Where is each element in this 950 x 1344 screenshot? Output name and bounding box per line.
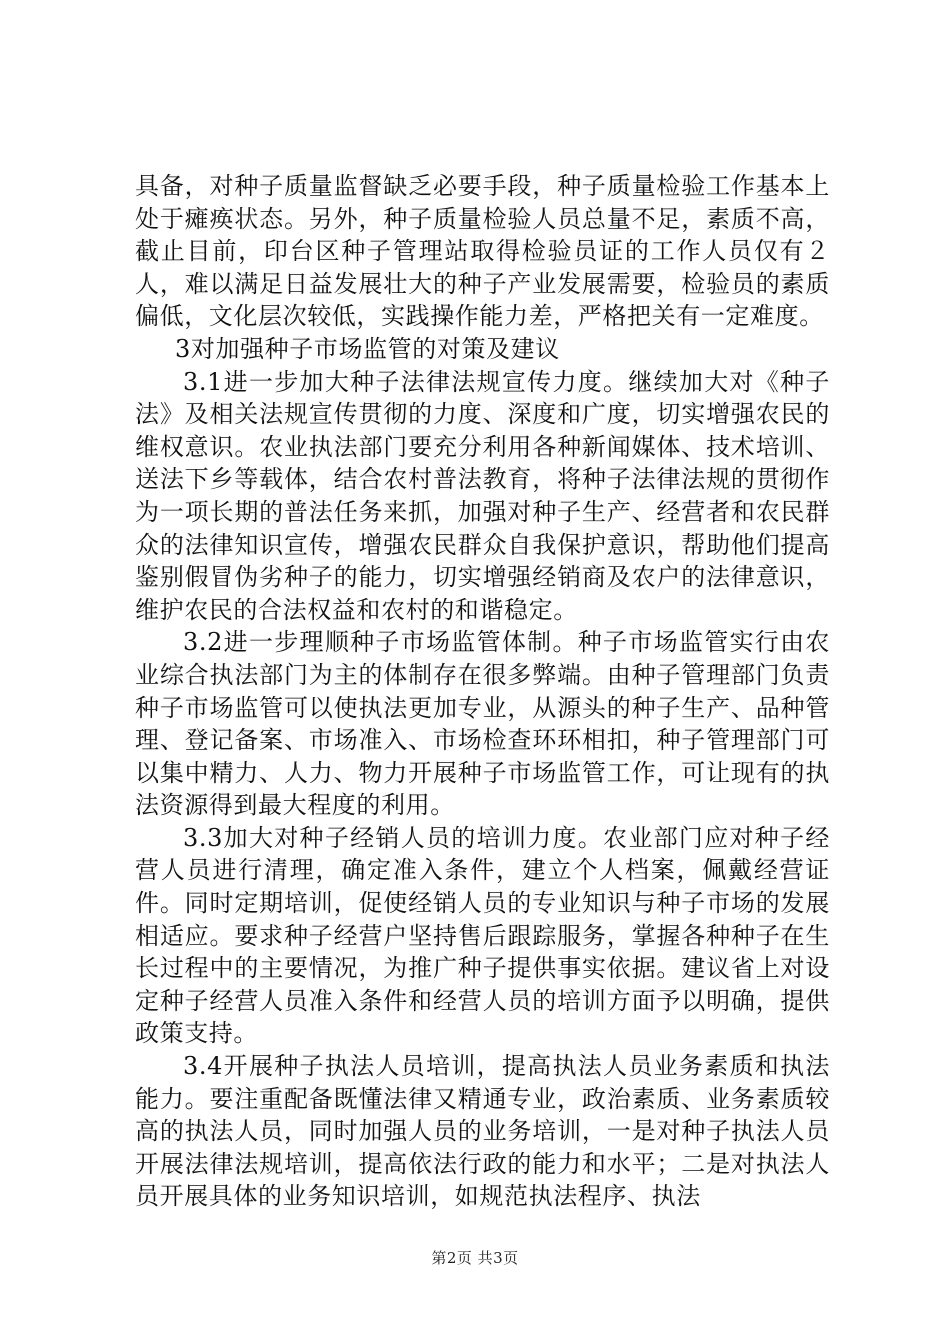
document-body: [135, 170, 830, 1213]
paragraph-3-1: 3.1进一步加大种子法律法规宣传力度。继续加大对《种子法》及相关法规宣传贯彻的力度、深度和广度，切实增强农民的维权意识。农业执法部门要充分利用各种新闻媒体、技术培训、送法下乡等载体，结合农村普法教育，将种子法律法规的贯彻作为一项长期的普法任务来抓，加强对种子生产、经营者和农民群众的法律知识宣传，增强农民群众自我保护意识，帮助他们提高鉴别假冒伪劣种子的能力，切实增强经销商及农户的法律意识，维护农民的合法权益和农村的和谐稳定。: [135, 367, 830, 624]
paragraph-3-3: 3.3加大对种子经销人员的培训力度。农业部门应对种子经营人员进行清理，确定准入条件，建立个人档案，佩戴经营证件。同时定期培训，促使经销人员的专业知识与种子市场的发展相适应。要求种子经营户坚持售后跟踪服务，掌握各种种子在生长过程中的主要情况，为推广种子提供事实依据。建议省上对设定种子经营人员准入条件和经营人员的培训方面予以明确，提供政策支持。: [135, 823, 830, 1048]
page-footer: [0, 1247, 950, 1268]
paragraph-3-4: 3.4开展种子执法人员培训，提高执法人员业务素质和执法能力。要注重配备既懂法律又精通专业，政治素质、业务素质较高的执法人员，同时加强人员的业务培训，一是对种子执法人员开展法律法规培训，提高依法行政的能力和水平；二是对执法人员开展具体的业务知识培训，如规范执法程序、执法: [135, 1052, 830, 1211]
paragraph-3-2: 3.2进一步理顺种子市场监管体制。种子市场监管实行由农业综合执法部门为主的体制存在很多弊端。由种子管理部门负责种子市场监管可以使执法更加专业，从源头的种子生产、品种管理、登记备案、市场准入、市场检查环环相扣，种子管理部门可以集中精力、人力、物力开展种子市场监管工作，可让现有的执法资源得到最大程度的利用。: [135, 628, 830, 820]
page-number-label: 第2页 共3页: [431, 1249, 519, 1267]
section-heading: 3对加强种子市场监管的对策及建议: [175, 334, 560, 363]
paragraph-continuation: 具备，对种子质量监督缺乏必要手段，种子质量检验工作基本上处于瘫痪状态。另外，种子质量检验人员总量不足，素质不高，截止目前，印台区种子管理站取得检验员证的工作人员仅有２人，难以满足日益发展壮大的种子产业发展需要，检验员的素质偏低，文化层次较低，实践操作能力差，严格把关有一定难度。: [135, 172, 830, 331]
